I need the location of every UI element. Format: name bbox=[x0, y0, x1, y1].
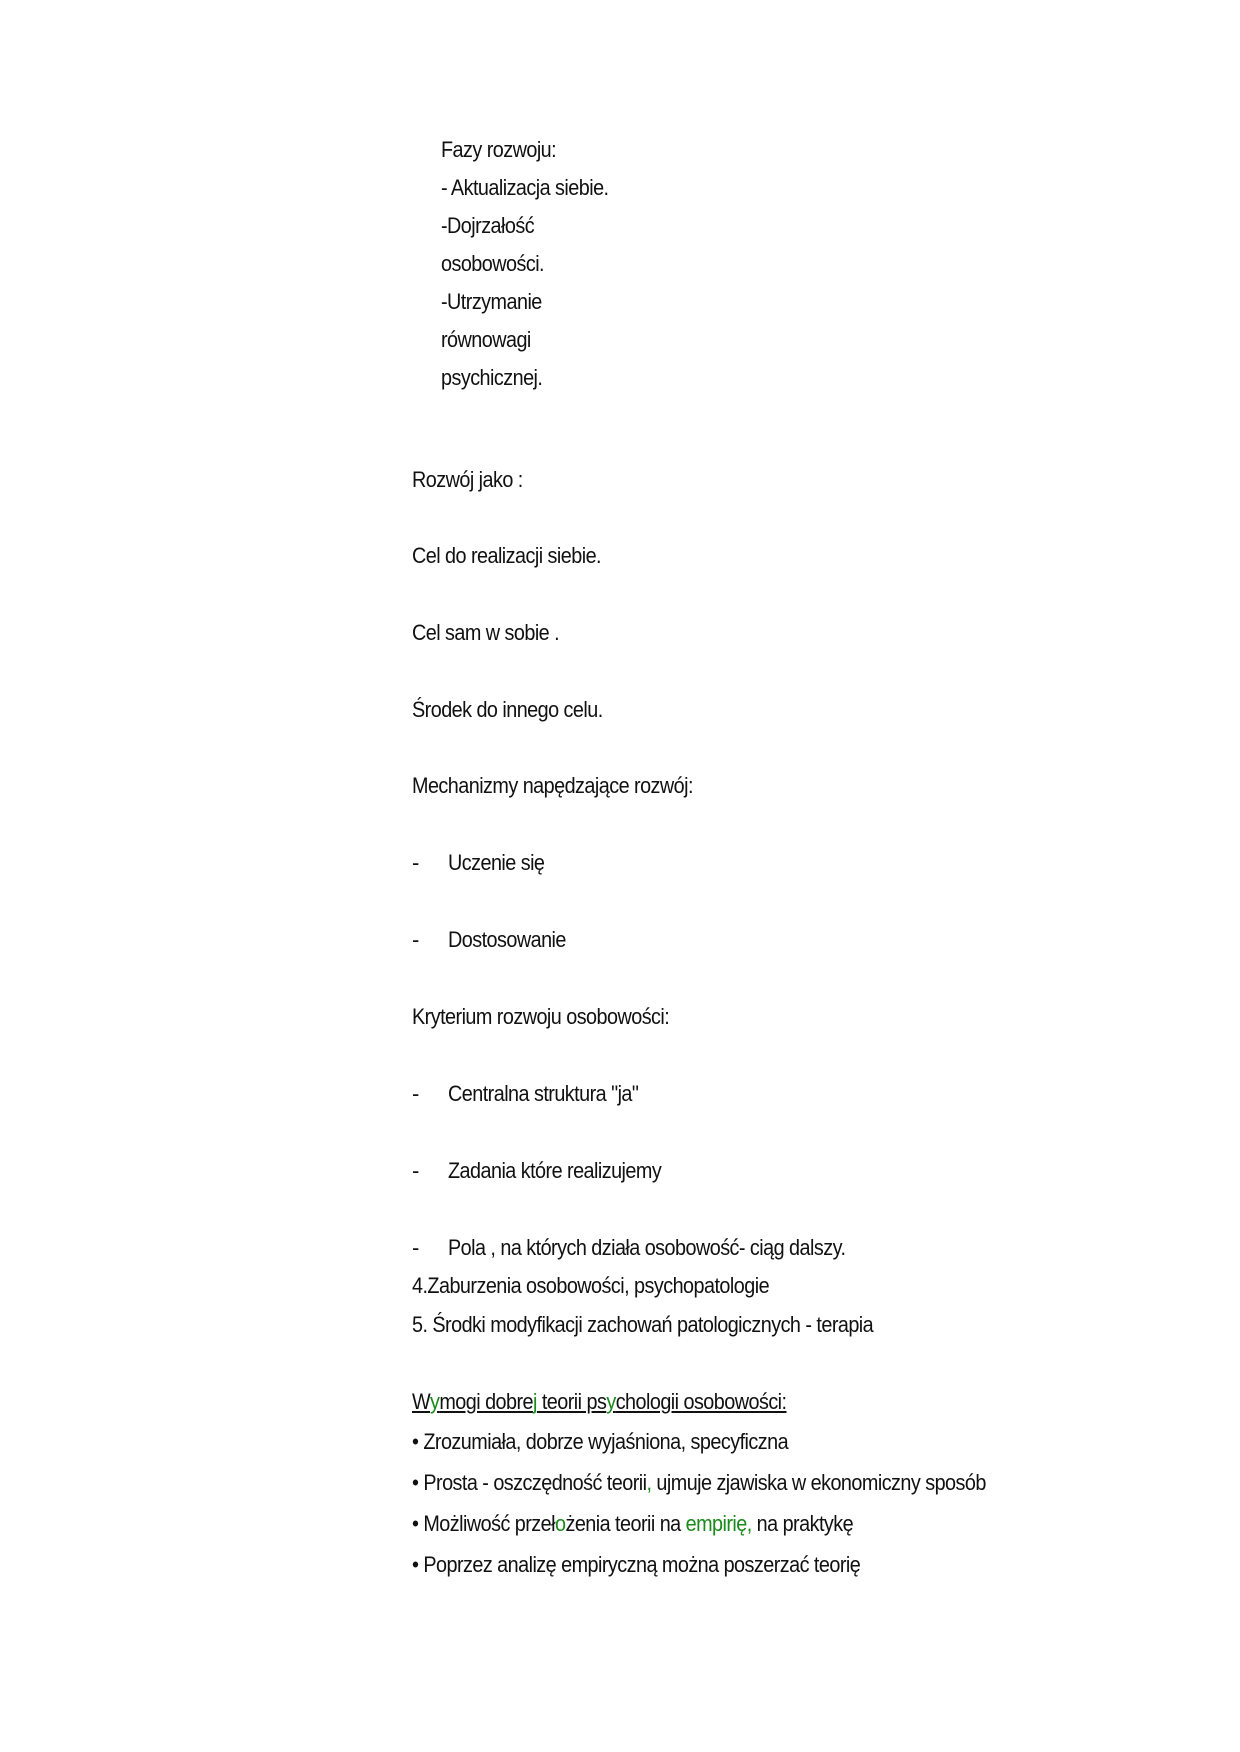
requirement-item bbox=[412, 1511, 853, 1537]
numbered-item: 5. Środki modyfikacji zachowań patologicznych - terapia bbox=[412, 1312, 874, 1337]
heading-part: mogi dobre bbox=[439, 1389, 534, 1414]
requirement-item bbox=[412, 1552, 860, 1578]
heading-part: y bbox=[429, 1389, 440, 1414]
phases-heading: Fazy rozwoju: bbox=[441, 137, 557, 162]
list-bullet: - bbox=[412, 1158, 420, 1183]
numbered-item: 4.Zaburzenia osobowości, psychopatologie bbox=[412, 1273, 770, 1298]
heading-part: chologii osobowości: bbox=[615, 1389, 787, 1414]
requirement-text: żenia teorii na bbox=[565, 1511, 686, 1536]
criteria-item: Pola , na których działa osobowość- ciąg dalszy. bbox=[448, 1235, 846, 1260]
requirement-text: • Prosta - oszczędność teorii bbox=[412, 1470, 647, 1495]
criteria-heading: Kryterium rozwoju osobowości: bbox=[412, 1004, 670, 1029]
phase-item: osobowości. bbox=[441, 251, 545, 276]
development-as-heading: Rozwój jako : bbox=[412, 467, 523, 492]
requirement-text: na praktykę bbox=[751, 1511, 854, 1536]
mechanisms-heading: Mechanizmy napędzające rozwój: bbox=[412, 773, 693, 798]
requirement-text: , bbox=[646, 1470, 652, 1495]
phase-item: równowagi bbox=[441, 327, 531, 352]
criteria-item: Centralna struktura "ja" bbox=[448, 1081, 639, 1106]
heading-part: W bbox=[412, 1389, 430, 1414]
requirement-text: • Możliwość przeł bbox=[412, 1511, 555, 1536]
list-bullet: - bbox=[412, 850, 420, 875]
heading-part: j bbox=[533, 1389, 537, 1414]
list-bullet: - bbox=[412, 1235, 420, 1260]
criteria-item: Zadania które realizujemy bbox=[448, 1158, 662, 1183]
heading-part: teorii ps bbox=[536, 1389, 607, 1414]
development-as-item: Środek do innego celu. bbox=[412, 697, 603, 722]
list-bullet: - bbox=[412, 1081, 420, 1106]
requirement-text: o bbox=[554, 1511, 566, 1536]
list-bullet: - bbox=[412, 927, 420, 952]
requirement-text: • Poprzez analizę empiryczną można poszerzać teorię bbox=[412, 1552, 861, 1577]
mechanism-item: Dostosowanie bbox=[448, 927, 566, 952]
requirements-heading bbox=[412, 1389, 787, 1415]
phase-item: -Dojrzałość bbox=[441, 213, 535, 238]
phase-item: -Utrzymanie bbox=[441, 289, 542, 314]
requirement-item bbox=[412, 1429, 788, 1455]
requirement-item bbox=[412, 1470, 986, 1496]
phase-item: psychicznej. bbox=[441, 365, 543, 390]
development-as-item: Cel sam w sobie . bbox=[412, 620, 560, 645]
heading-part: y bbox=[606, 1389, 616, 1414]
development-as-item: Cel do realizacji siebie. bbox=[412, 543, 601, 568]
requirement-text: empirię, bbox=[685, 1511, 752, 1536]
requirement-text: ujmuje zjawiska w ekonomiczny sposób bbox=[651, 1470, 986, 1495]
mechanism-item: Uczenie się bbox=[448, 850, 545, 875]
phase-item: - Aktualizacja siebie. bbox=[441, 175, 609, 200]
requirement-text: • Zrozumiała, dobrze wyjaśniona, specyficzna bbox=[412, 1429, 789, 1454]
